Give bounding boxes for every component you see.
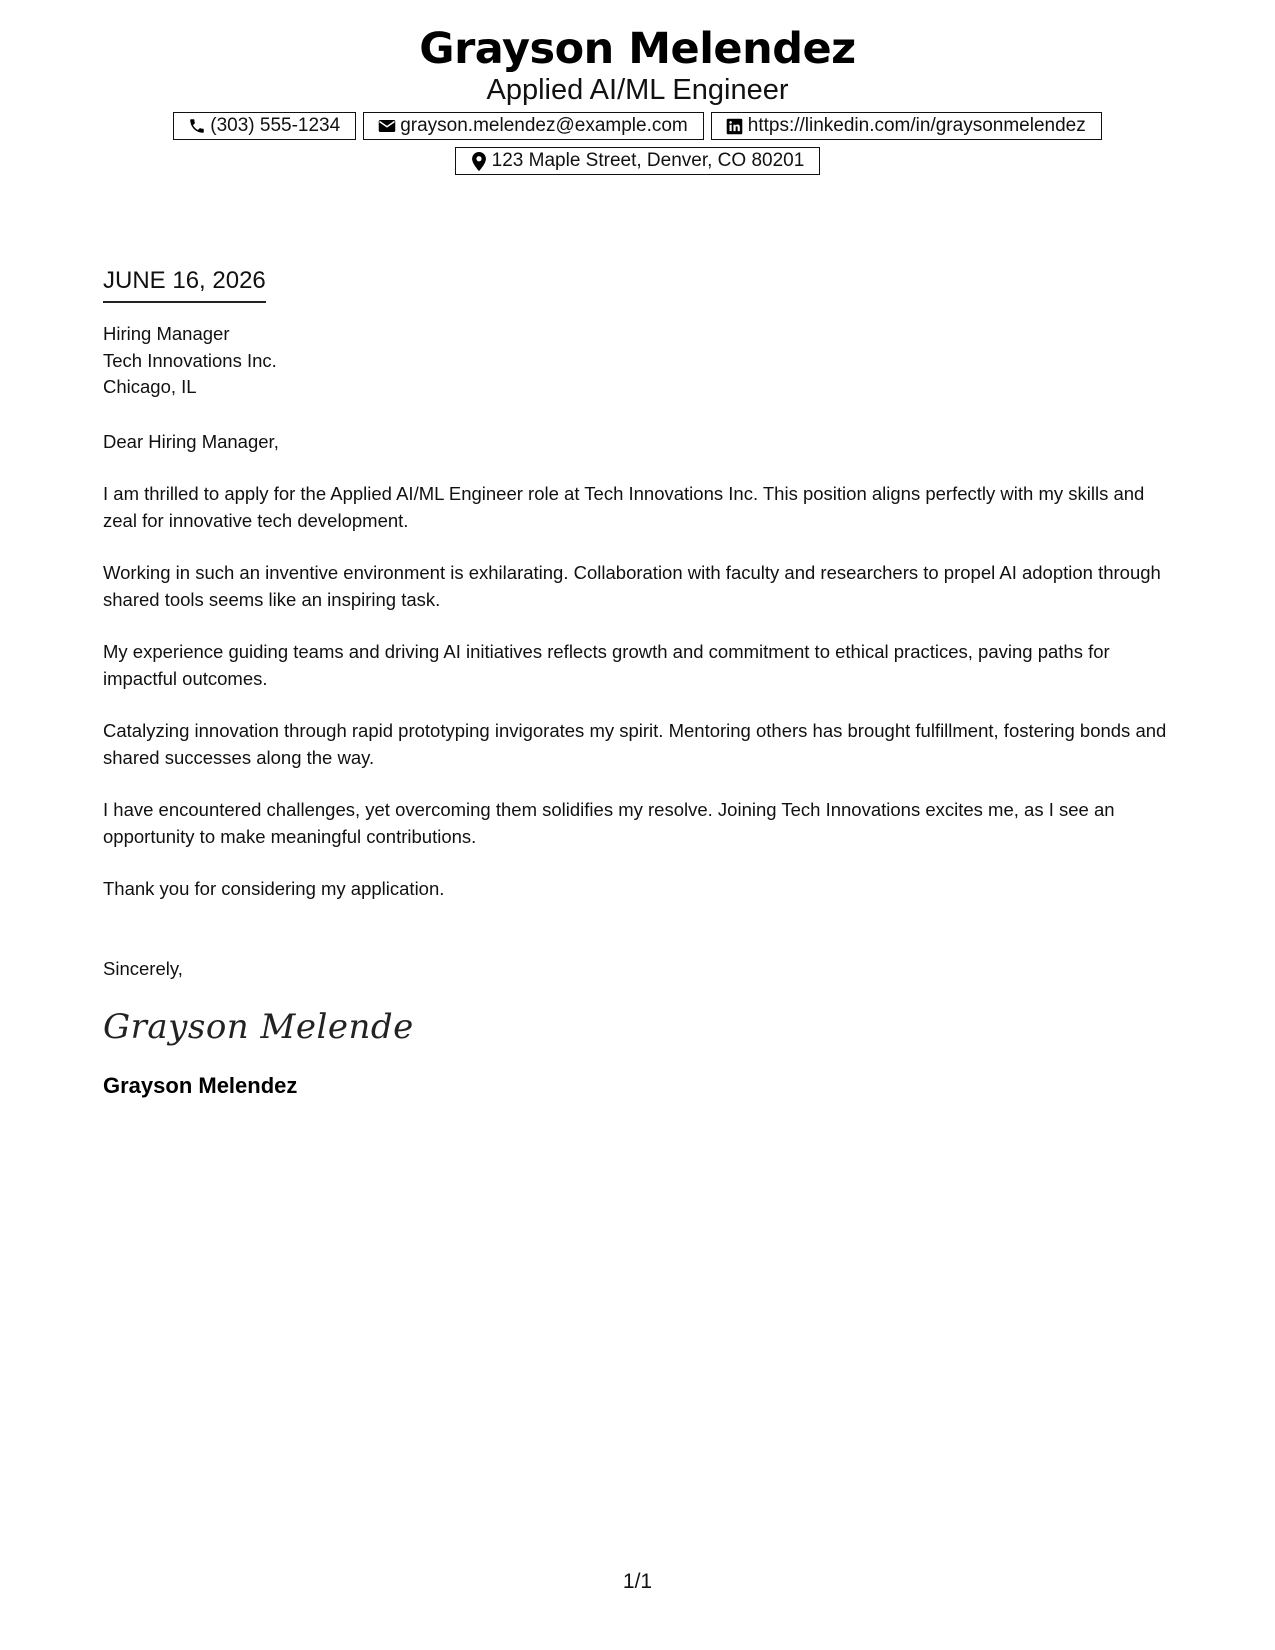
phone-text: (303) 555-1234	[210, 115, 341, 136]
email-text: grayson.melendez@example.com	[400, 115, 688, 136]
map-marker-icon	[469, 151, 489, 171]
svg-text:Grayson Melende: Grayson Melende	[103, 1007, 414, 1047]
letter-body	[103, 266, 1178, 1100]
email-contact[interactable]	[363, 112, 704, 140]
page-number: 1/1	[622, 1570, 653, 1593]
letter-date: JUNE 16, 2026	[103, 266, 266, 303]
phone-icon	[187, 116, 207, 136]
contact-row	[0, 112, 1275, 140]
recipient-line: Chicago, IL	[103, 376, 197, 397]
body-paragraph: Thank you for considering my application.	[103, 878, 445, 899]
applicant-name: Grayson Melendez	[419, 24, 856, 74]
closing: Sincerely,	[103, 957, 183, 979]
linkedin-contact[interactable]	[711, 112, 1102, 140]
body-paragraph: Catalyzing innovation through rapid prototyping invigorates my spirit. Mentoring others has brought fulfillment, fostering bonds and shared successes along the way.	[103, 720, 1167, 768]
address-contact	[455, 147, 821, 175]
recipient-line: Tech Innovations Inc.	[103, 349, 277, 371]
recipient-line: Hiring Manager	[103, 323, 230, 344]
handwritten-signature	[103, 1002, 1178, 1052]
body-paragraph: I have encountered challenges, yet overcoming them solidifies my resolve. Joining Tech Innovations excites me, as I see an opportunity to make meaningful contributions.	[103, 799, 1115, 847]
phone-contact	[173, 112, 356, 140]
letter-header	[0, 22, 1275, 175]
envelope-icon	[377, 116, 397, 136]
body-paragraph: Working in such an inventive environment is exhilarating. Collaboration with faculty and researchers to propel AI adoption through shared tools seems like an inspiring task.	[103, 562, 1161, 610]
address-text: 123 Maple Street, Denver, CO 80201	[491, 150, 805, 171]
salutation: Dear Hiring Manager,	[103, 430, 279, 452]
linkedin-icon	[725, 116, 745, 136]
linkedin-text: https://linkedin.com/in/graysonmelendez	[747, 115, 1086, 136]
body-paragraph: I am thrilled to apply for the Applied AI/ML Engineer role at Tech Innovations Inc. This position aligns perfectly with my skills and zeal for innovative tech development.	[103, 483, 1145, 531]
job-title: Applied AI/ML Engineer	[486, 74, 789, 106]
signed-name: Grayson Melendez	[103, 1073, 298, 1098]
address-row	[0, 147, 1275, 175]
body-paragraph: My experience guiding teams and driving AI initiatives reflects growth and commitment to ethical practices, paving paths for impactful outcomes.	[103, 641, 1110, 689]
recipient-block	[103, 321, 1178, 401]
